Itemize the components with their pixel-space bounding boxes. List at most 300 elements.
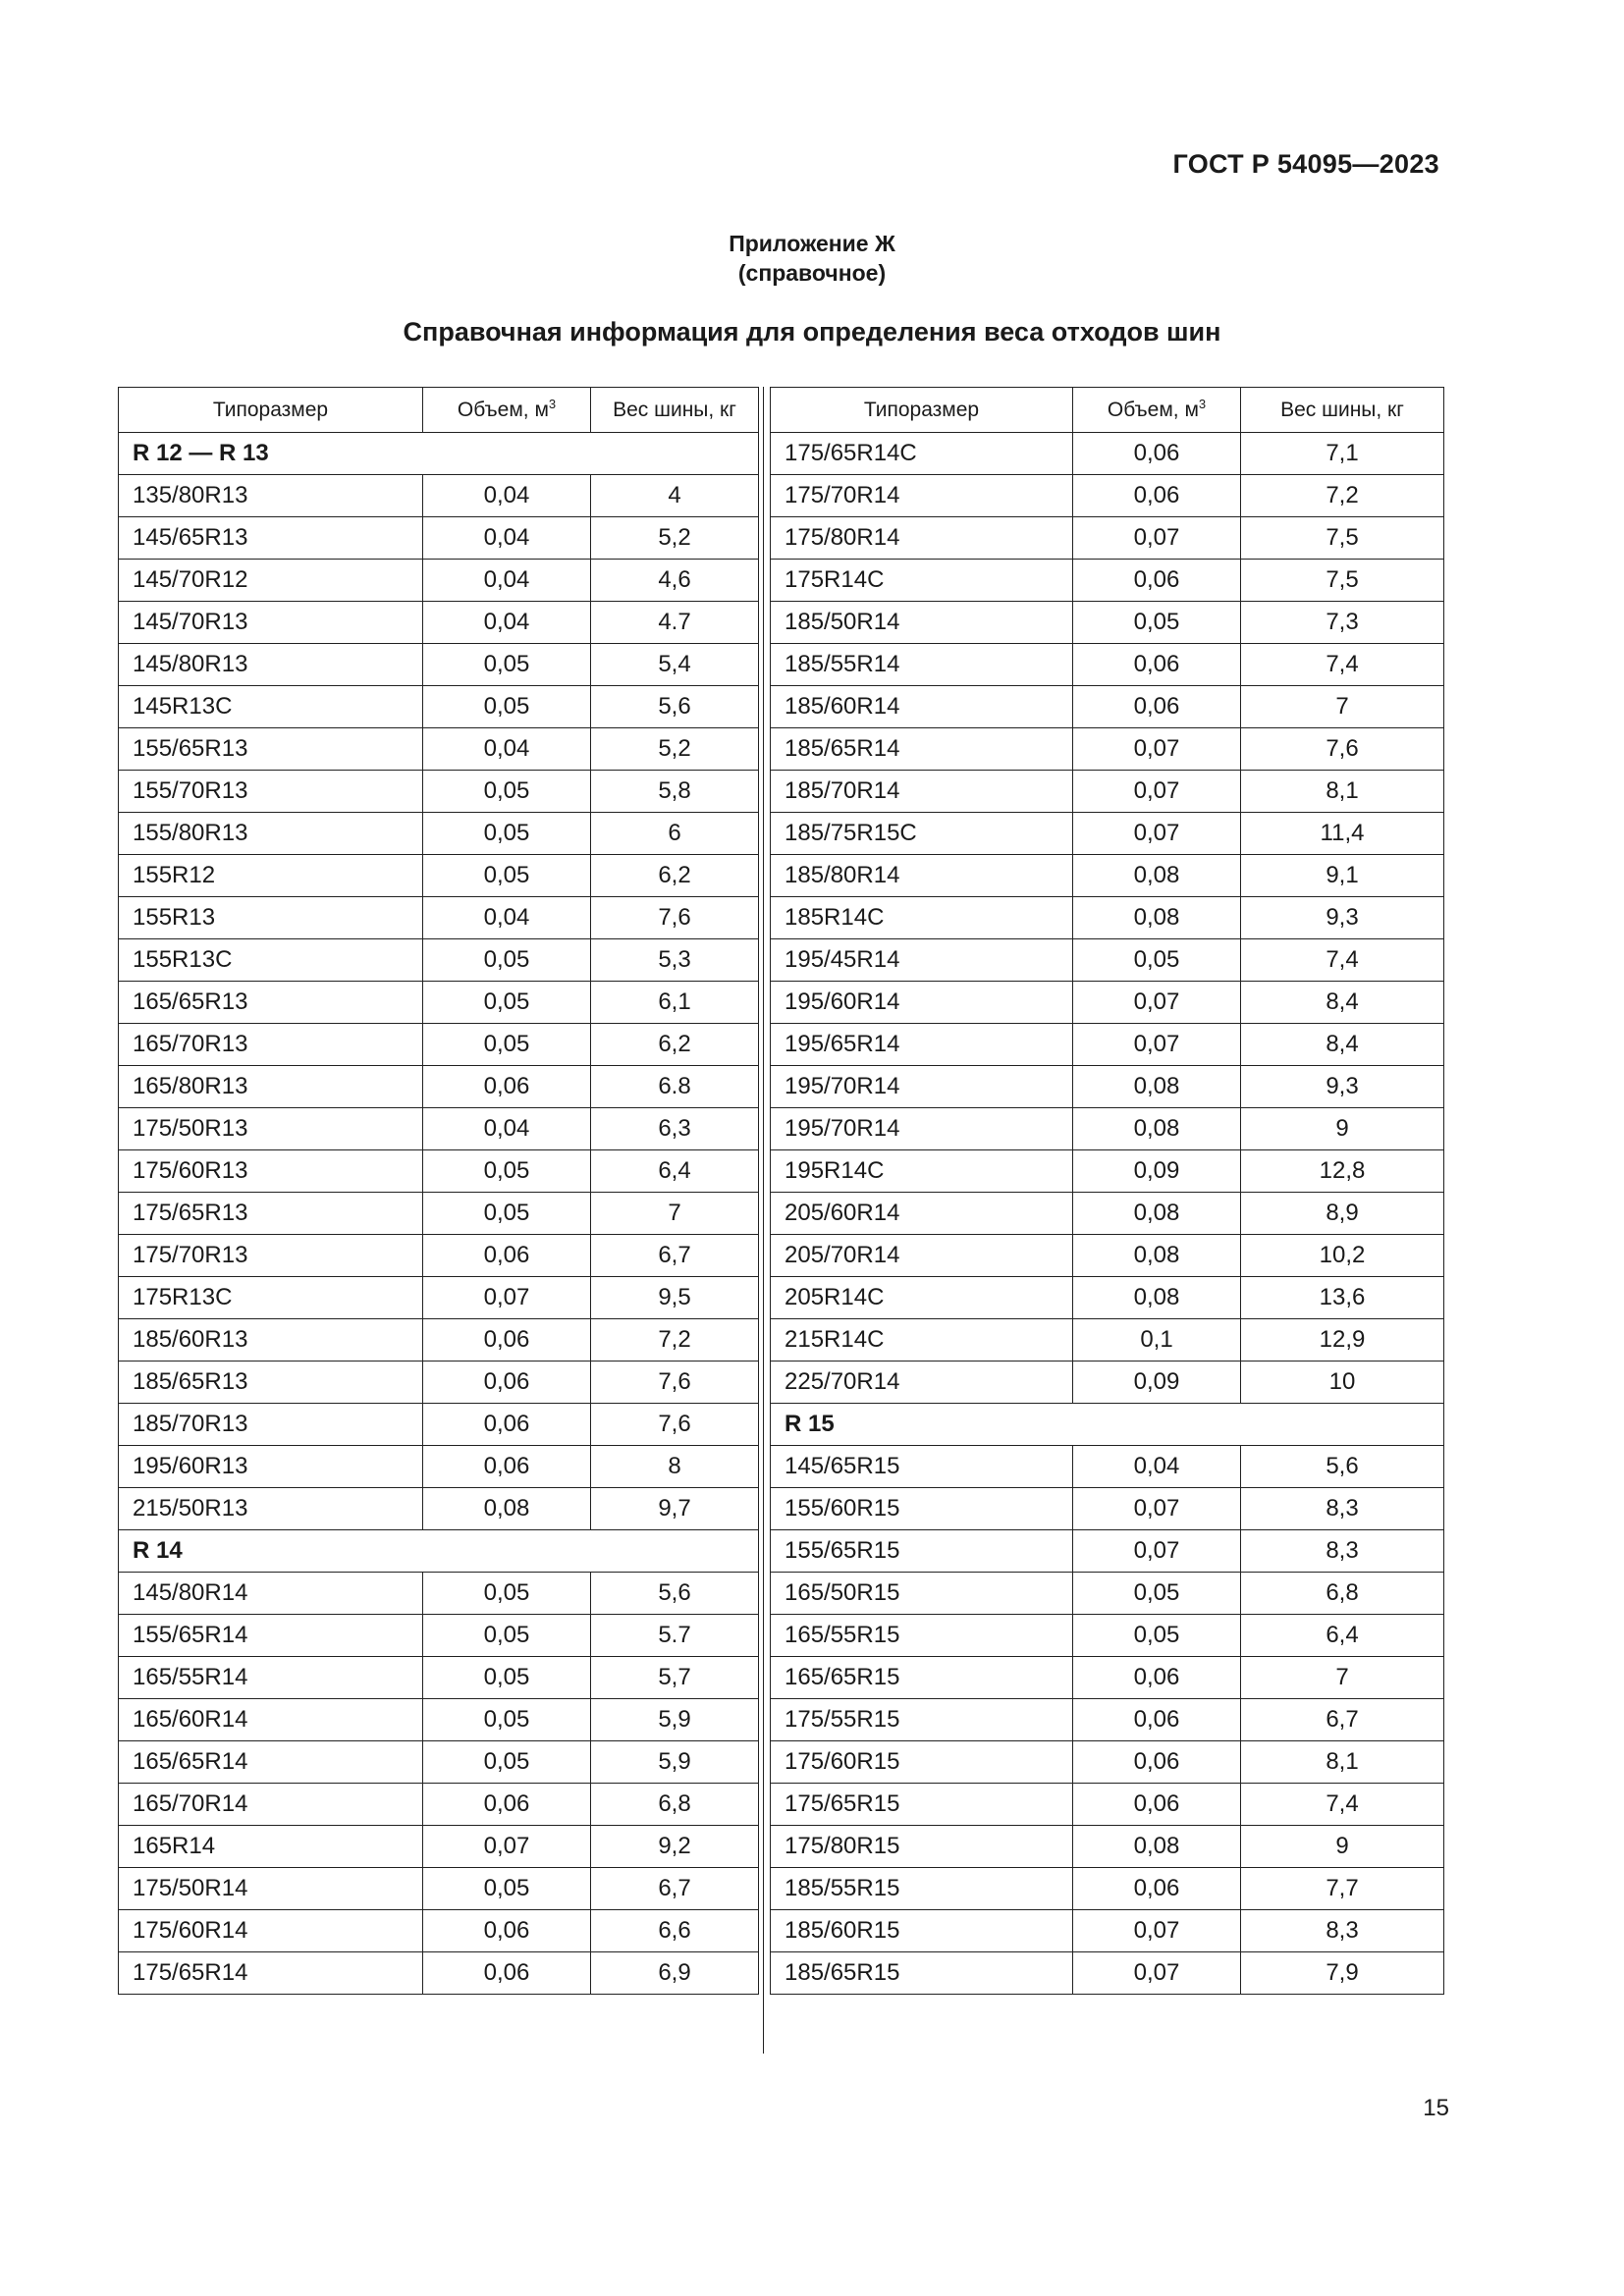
cell-weight: 8,3 [1241, 1488, 1444, 1530]
cell-size: 165/70R13 [119, 1024, 423, 1066]
cell-weight: 6,7 [1241, 1699, 1444, 1741]
table-row [771, 560, 1444, 602]
cell-size: 155R13C [119, 939, 423, 982]
cell-size: 175/50R14 [119, 1868, 423, 1910]
table-row [119, 1150, 759, 1193]
table-row [119, 517, 759, 560]
cell-size: 195/70R14 [771, 1066, 1073, 1108]
cell-weight: 6,9 [591, 1952, 759, 1995]
cell-volume: 0,04 [423, 897, 591, 939]
cell-weight: 6,8 [591, 1784, 759, 1826]
table-row [771, 1868, 1444, 1910]
table-row [119, 1404, 759, 1446]
cell-size: 185/60R14 [771, 686, 1073, 728]
column-header-weight: Вес шины, кг [591, 388, 759, 433]
table-row [119, 1699, 759, 1741]
cell-size: 185/50R14 [771, 602, 1073, 644]
table-row [771, 1699, 1444, 1741]
cell-volume: 0,07 [1073, 771, 1241, 813]
table-row [771, 1319, 1444, 1362]
cell-size: 225/70R14 [771, 1362, 1073, 1404]
annex-heading [0, 229, 1624, 288]
cell-weight: 9,1 [1241, 855, 1444, 897]
cell-volume: 0,06 [1073, 475, 1241, 517]
cell-volume: 0,05 [423, 1024, 591, 1066]
cell-weight: 9,3 [1241, 897, 1444, 939]
cell-volume: 0,06 [423, 1910, 591, 1952]
cell-volume: 0,05 [423, 1193, 591, 1235]
cell-volume: 0,08 [1073, 1193, 1241, 1235]
table-row [119, 728, 759, 771]
cell-weight: 4,6 [591, 560, 759, 602]
cell-volume: 0,06 [1073, 686, 1241, 728]
cell-weight: 7 [591, 1193, 759, 1235]
cell-volume: 0,06 [423, 1235, 591, 1277]
cell-size: 195/60R14 [771, 982, 1073, 1024]
cell-size: 165/50R15 [771, 1573, 1073, 1615]
cell-weight: 9 [1241, 1108, 1444, 1150]
cell-weight: 7,1 [1241, 433, 1444, 475]
tire-table-right [770, 387, 1444, 1995]
cell-volume: 0,05 [423, 1573, 591, 1615]
cell-weight: 11,4 [1241, 813, 1444, 855]
cell-weight: 7,4 [1241, 939, 1444, 982]
cell-volume: 0,05 [423, 1615, 591, 1657]
table-header-row [119, 388, 759, 433]
table-row [771, 771, 1444, 813]
cell-size: 175/55R15 [771, 1699, 1073, 1741]
cell-weight: 7,6 [591, 897, 759, 939]
table-row [771, 475, 1444, 517]
cell-weight: 5,7 [591, 1657, 759, 1699]
standard-code: ГОСТ Р 54095—2023 [1172, 149, 1439, 179]
cell-weight: 4 [591, 475, 759, 517]
cell-volume: 0,06 [423, 1362, 591, 1404]
cell-volume: 0,05 [423, 1657, 591, 1699]
cell-size: 185R14C [771, 897, 1073, 939]
cell-weight: 7,3 [1241, 602, 1444, 644]
cell-volume: 0,05 [423, 939, 591, 982]
table-row [119, 1488, 759, 1530]
cell-weight: 10 [1241, 1362, 1444, 1404]
cell-weight: 7,5 [1241, 517, 1444, 560]
group-label: R 14 [119, 1530, 759, 1573]
table-row [119, 644, 759, 686]
table-row [771, 686, 1444, 728]
cell-size: 175/60R15 [771, 1741, 1073, 1784]
cell-volume: 0,05 [423, 855, 591, 897]
table-row [119, 982, 759, 1024]
cell-size: 175/50R13 [119, 1108, 423, 1150]
cell-size: 145/80R13 [119, 644, 423, 686]
cell-weight: 9 [1241, 1826, 1444, 1868]
cell-weight: 8,1 [1241, 771, 1444, 813]
cell-weight: 5.7 [591, 1615, 759, 1657]
cell-size: 175/65R14C [771, 433, 1073, 475]
cell-volume: 0,07 [1073, 982, 1241, 1024]
cell-weight: 5,2 [591, 517, 759, 560]
cell-size: 175/80R14 [771, 517, 1073, 560]
cell-volume: 0,07 [423, 1826, 591, 1868]
cell-weight: 6,8 [1241, 1573, 1444, 1615]
cell-volume: 0,05 [423, 1741, 591, 1784]
table-row [119, 939, 759, 982]
cell-volume: 0,07 [1073, 517, 1241, 560]
table-row [771, 1235, 1444, 1277]
cell-size: 165/70R14 [119, 1784, 423, 1826]
cell-size: 145/65R13 [119, 517, 423, 560]
cell-size: 155/65R15 [771, 1530, 1073, 1573]
cell-weight: 4.7 [591, 602, 759, 644]
cell-volume: 0,08 [1073, 1066, 1241, 1108]
table-row [771, 1657, 1444, 1699]
table-row [119, 1362, 759, 1404]
cell-weight: 6,2 [591, 1024, 759, 1066]
table-row [771, 1362, 1444, 1404]
cell-volume: 0,04 [423, 602, 591, 644]
cell-size: 175/80R15 [771, 1826, 1073, 1868]
cell-weight: 7,6 [591, 1404, 759, 1446]
cell-size: 215/50R13 [119, 1488, 423, 1530]
cell-size: 185/70R13 [119, 1404, 423, 1446]
cell-volume: 0,06 [423, 1446, 591, 1488]
cell-size: 165/65R14 [119, 1741, 423, 1784]
cell-size: 165/55R14 [119, 1657, 423, 1699]
cell-size: 155R13 [119, 897, 423, 939]
table-row [119, 1784, 759, 1826]
cell-size: 135/80R13 [119, 475, 423, 517]
table-row [771, 897, 1444, 939]
tire-table-left [118, 387, 759, 1995]
cell-volume: 0,04 [423, 517, 591, 560]
table-row [119, 1615, 759, 1657]
cell-size: 165R14 [119, 1826, 423, 1868]
cell-volume: 0,08 [1073, 1826, 1241, 1868]
table-row [119, 1910, 759, 1952]
cell-weight: 7 [1241, 1657, 1444, 1699]
cell-volume: 0,06 [423, 1319, 591, 1362]
cell-volume: 0,05 [1073, 1615, 1241, 1657]
cell-volume: 0,06 [1073, 1784, 1241, 1826]
cell-weight: 7,6 [591, 1362, 759, 1404]
cell-weight: 8,4 [1241, 1024, 1444, 1066]
cell-volume: 0,06 [1073, 1868, 1241, 1910]
cell-volume: 0,08 [1073, 897, 1241, 939]
cell-volume: 0,07 [1073, 813, 1241, 855]
cell-size: 155R12 [119, 855, 423, 897]
table-row [771, 1024, 1444, 1066]
cell-weight: 5,6 [1241, 1446, 1444, 1488]
table-row [771, 1066, 1444, 1108]
cell-weight: 12,8 [1241, 1150, 1444, 1193]
cell-size: 175/70R14 [771, 475, 1073, 517]
table-row [771, 644, 1444, 686]
column-header-volume-exponent: 3 [548, 397, 557, 411]
cell-volume: 0,04 [423, 728, 591, 771]
table-row [119, 1826, 759, 1868]
table-row [119, 1193, 759, 1235]
table-row [119, 1277, 759, 1319]
cell-volume: 0,04 [1073, 1446, 1241, 1488]
cell-volume: 0,07 [423, 1277, 591, 1319]
cell-size: 155/65R13 [119, 728, 423, 771]
cell-volume: 0,05 [423, 771, 591, 813]
cell-volume: 0,05 [1073, 602, 1241, 644]
table-row [771, 433, 1444, 475]
cell-weight: 5,4 [591, 644, 759, 686]
document-title: Справочная информация для определения веса отходов шин [403, 317, 1221, 347]
cell-volume: 0,07 [1073, 1488, 1241, 1530]
group-label: R 15 [771, 1404, 1444, 1446]
table-row [119, 1741, 759, 1784]
cell-volume: 0,08 [423, 1488, 591, 1530]
table-row [119, 1952, 759, 1995]
table-row [771, 517, 1444, 560]
cell-volume: 0,04 [423, 560, 591, 602]
cell-size: 185/55R15 [771, 1868, 1073, 1910]
cell-size: 205/70R14 [771, 1235, 1073, 1277]
cell-volume: 0,05 [423, 982, 591, 1024]
group-label: R 12 — R 13 [119, 433, 759, 475]
cell-weight: 10,2 [1241, 1235, 1444, 1277]
cell-weight: 8,9 [1241, 1193, 1444, 1235]
table-row [771, 1488, 1444, 1530]
cell-weight: 6,1 [591, 982, 759, 1024]
cell-volume: 0,09 [1073, 1362, 1241, 1404]
cell-weight: 8,3 [1241, 1530, 1444, 1573]
group-row [771, 1404, 1444, 1446]
cell-weight: 8,1 [1241, 1741, 1444, 1784]
cell-volume: 0,08 [1073, 1277, 1241, 1319]
cell-size: 205/60R14 [771, 1193, 1073, 1235]
table-row [119, 771, 759, 813]
cell-volume: 0,05 [423, 1150, 591, 1193]
cell-volume: 0,06 [1073, 1699, 1241, 1741]
cell-size: 185/65R15 [771, 1952, 1073, 1995]
cell-weight: 6,2 [591, 855, 759, 897]
table-row [119, 1235, 759, 1277]
column-header-size: Типоразмер [771, 388, 1073, 433]
table-header-row [771, 388, 1444, 433]
cell-weight: 8,3 [1241, 1910, 1444, 1952]
cell-size: 195R14C [771, 1150, 1073, 1193]
cell-weight: 6,3 [591, 1108, 759, 1150]
table-row [119, 1657, 759, 1699]
cell-volume: 0,06 [1073, 1741, 1241, 1784]
cell-volume: 0,05 [423, 686, 591, 728]
table-row [119, 1573, 759, 1615]
cell-weight: 5,3 [591, 939, 759, 982]
cell-size: 175/65R14 [119, 1952, 423, 1995]
cell-size: 175/65R13 [119, 1193, 423, 1235]
cell-weight: 6.8 [591, 1066, 759, 1108]
cell-size: 145/70R12 [119, 560, 423, 602]
cell-weight: 6,4 [1241, 1615, 1444, 1657]
table-row [771, 1952, 1444, 1995]
table-row [771, 602, 1444, 644]
table-row [771, 1530, 1444, 1573]
cell-size: 165/65R13 [119, 982, 423, 1024]
cell-volume: 0,07 [1073, 1952, 1241, 1995]
cell-weight: 5,9 [591, 1699, 759, 1741]
cell-size: 155/80R13 [119, 813, 423, 855]
cell-size: 195/45R14 [771, 939, 1073, 982]
cell-weight: 8 [591, 1446, 759, 1488]
cell-weight: 9,3 [1241, 1066, 1444, 1108]
cell-volume: 0,06 [423, 1066, 591, 1108]
table-row [771, 1446, 1444, 1488]
cell-weight: 5,9 [591, 1741, 759, 1784]
cell-size: 205R14C [771, 1277, 1073, 1319]
column-header-volume-exponent: 3 [1198, 397, 1207, 411]
table-row [119, 855, 759, 897]
table-row [119, 1024, 759, 1066]
cell-size: 165/80R13 [119, 1066, 423, 1108]
cell-size: 175/60R13 [119, 1150, 423, 1193]
table-row [771, 1615, 1444, 1657]
cell-weight: 7,6 [1241, 728, 1444, 771]
table-row [119, 475, 759, 517]
cell-weight: 6,4 [591, 1150, 759, 1193]
column-header-volume [423, 388, 591, 433]
table-row [771, 855, 1444, 897]
cell-size: 195/70R14 [771, 1108, 1073, 1150]
cell-weight: 7,5 [1241, 560, 1444, 602]
cell-size: 185/55R14 [771, 644, 1073, 686]
page-number: 15 [1423, 2095, 1449, 2121]
cell-weight: 13,6 [1241, 1277, 1444, 1319]
cell-weight: 5,6 [591, 1573, 759, 1615]
table-row [119, 1446, 759, 1488]
cell-volume: 0,04 [423, 1108, 591, 1150]
cell-volume: 0,07 [1073, 1530, 1241, 1573]
cell-weight: 6 [591, 813, 759, 855]
cell-volume: 0,08 [1073, 1235, 1241, 1277]
cell-size: 185/65R13 [119, 1362, 423, 1404]
cell-size: 175/65R15 [771, 1784, 1073, 1826]
cell-volume: 0,06 [1073, 560, 1241, 602]
cell-volume: 0,04 [423, 475, 591, 517]
cell-weight: 12,9 [1241, 1319, 1444, 1362]
cell-size: 145R13C [119, 686, 423, 728]
cell-volume: 0,06 [423, 1404, 591, 1446]
cell-weight: 7,7 [1241, 1868, 1444, 1910]
cell-volume: 0,06 [423, 1952, 591, 1995]
table-row [771, 1741, 1444, 1784]
table-row [119, 1868, 759, 1910]
table-row [771, 1193, 1444, 1235]
cell-volume: 0,05 [1073, 1573, 1241, 1615]
table-row [771, 1277, 1444, 1319]
cell-weight: 6,6 [591, 1910, 759, 1952]
cell-size: 145/70R13 [119, 602, 423, 644]
column-header-volume-label: Объем, м [1107, 399, 1199, 421]
cell-volume: 0,05 [423, 644, 591, 686]
cell-weight: 9,5 [591, 1277, 759, 1319]
cell-size: 165/65R15 [771, 1657, 1073, 1699]
cell-size: 145/65R15 [771, 1446, 1073, 1488]
cell-size: 185/60R15 [771, 1910, 1073, 1952]
cell-size: 185/70R14 [771, 771, 1073, 813]
table-row [771, 1108, 1444, 1150]
table-row [771, 982, 1444, 1024]
table-row [119, 1108, 759, 1150]
cell-volume: 0,07 [1073, 1910, 1241, 1952]
cell-size: 155/65R14 [119, 1615, 423, 1657]
cell-size: 185/60R13 [119, 1319, 423, 1362]
cell-volume: 0,09 [1073, 1150, 1241, 1193]
cell-size: 185/80R14 [771, 855, 1073, 897]
cell-volume: 0,05 [423, 813, 591, 855]
cell-volume: 0,1 [1073, 1319, 1241, 1362]
cell-volume: 0,08 [1073, 855, 1241, 897]
cell-weight: 8,4 [1241, 982, 1444, 1024]
table-row [119, 686, 759, 728]
cell-volume: 0,07 [1073, 1024, 1241, 1066]
cell-size: 165/55R15 [771, 1615, 1073, 1657]
annex-label: Приложение Ж [729, 231, 895, 256]
cell-size: 155/60R15 [771, 1488, 1073, 1530]
cell-volume: 0,06 [423, 1784, 591, 1826]
cell-volume: 0,05 [1073, 939, 1241, 982]
cell-volume: 0,06 [1073, 1657, 1241, 1699]
table-row [771, 728, 1444, 771]
cell-size: 145/80R14 [119, 1573, 423, 1615]
table-row [771, 1910, 1444, 1952]
cell-weight: 7,2 [1241, 475, 1444, 517]
group-row [119, 433, 759, 475]
column-header-size: Типоразмер [119, 388, 423, 433]
cell-size: 175R13C [119, 1277, 423, 1319]
table-row [771, 939, 1444, 982]
cell-volume: 0,06 [1073, 644, 1241, 686]
cell-size: 195/65R14 [771, 1024, 1073, 1066]
cell-weight: 7,4 [1241, 644, 1444, 686]
table-row [119, 602, 759, 644]
cell-volume: 0,05 [423, 1868, 591, 1910]
cell-size: 155/70R13 [119, 771, 423, 813]
cell-weight: 9,7 [591, 1488, 759, 1530]
cell-volume: 0,08 [1073, 1108, 1241, 1150]
table-row [771, 1826, 1444, 1868]
table-row [119, 560, 759, 602]
table-row [771, 1784, 1444, 1826]
column-header-volume-label: Объем, м [457, 399, 549, 421]
table-row [119, 813, 759, 855]
annex-type: (справочное) [737, 260, 887, 286]
cell-weight: 5,2 [591, 728, 759, 771]
cell-weight: 9,2 [591, 1826, 759, 1868]
cell-size: 195/60R13 [119, 1446, 423, 1488]
cell-size: 185/65R14 [771, 728, 1073, 771]
cell-size: 185/75R15C [771, 813, 1073, 855]
cell-size: 175/60R14 [119, 1910, 423, 1952]
cell-size: 215R14C [771, 1319, 1073, 1362]
cell-weight: 5,6 [591, 686, 759, 728]
table-row [771, 1150, 1444, 1193]
cell-volume: 0,07 [1073, 728, 1241, 771]
table-row [119, 1319, 759, 1362]
cell-volume: 0,05 [423, 1699, 591, 1741]
cell-weight: 7,2 [591, 1319, 759, 1362]
cell-weight: 6,7 [591, 1868, 759, 1910]
table-separator [763, 387, 764, 2054]
column-header-weight: Вес шины, кг [1241, 388, 1444, 433]
table-row [119, 1066, 759, 1108]
cell-volume: 0,06 [1073, 433, 1241, 475]
cell-weight: 7,9 [1241, 1952, 1444, 1995]
cell-weight: 6,7 [591, 1235, 759, 1277]
